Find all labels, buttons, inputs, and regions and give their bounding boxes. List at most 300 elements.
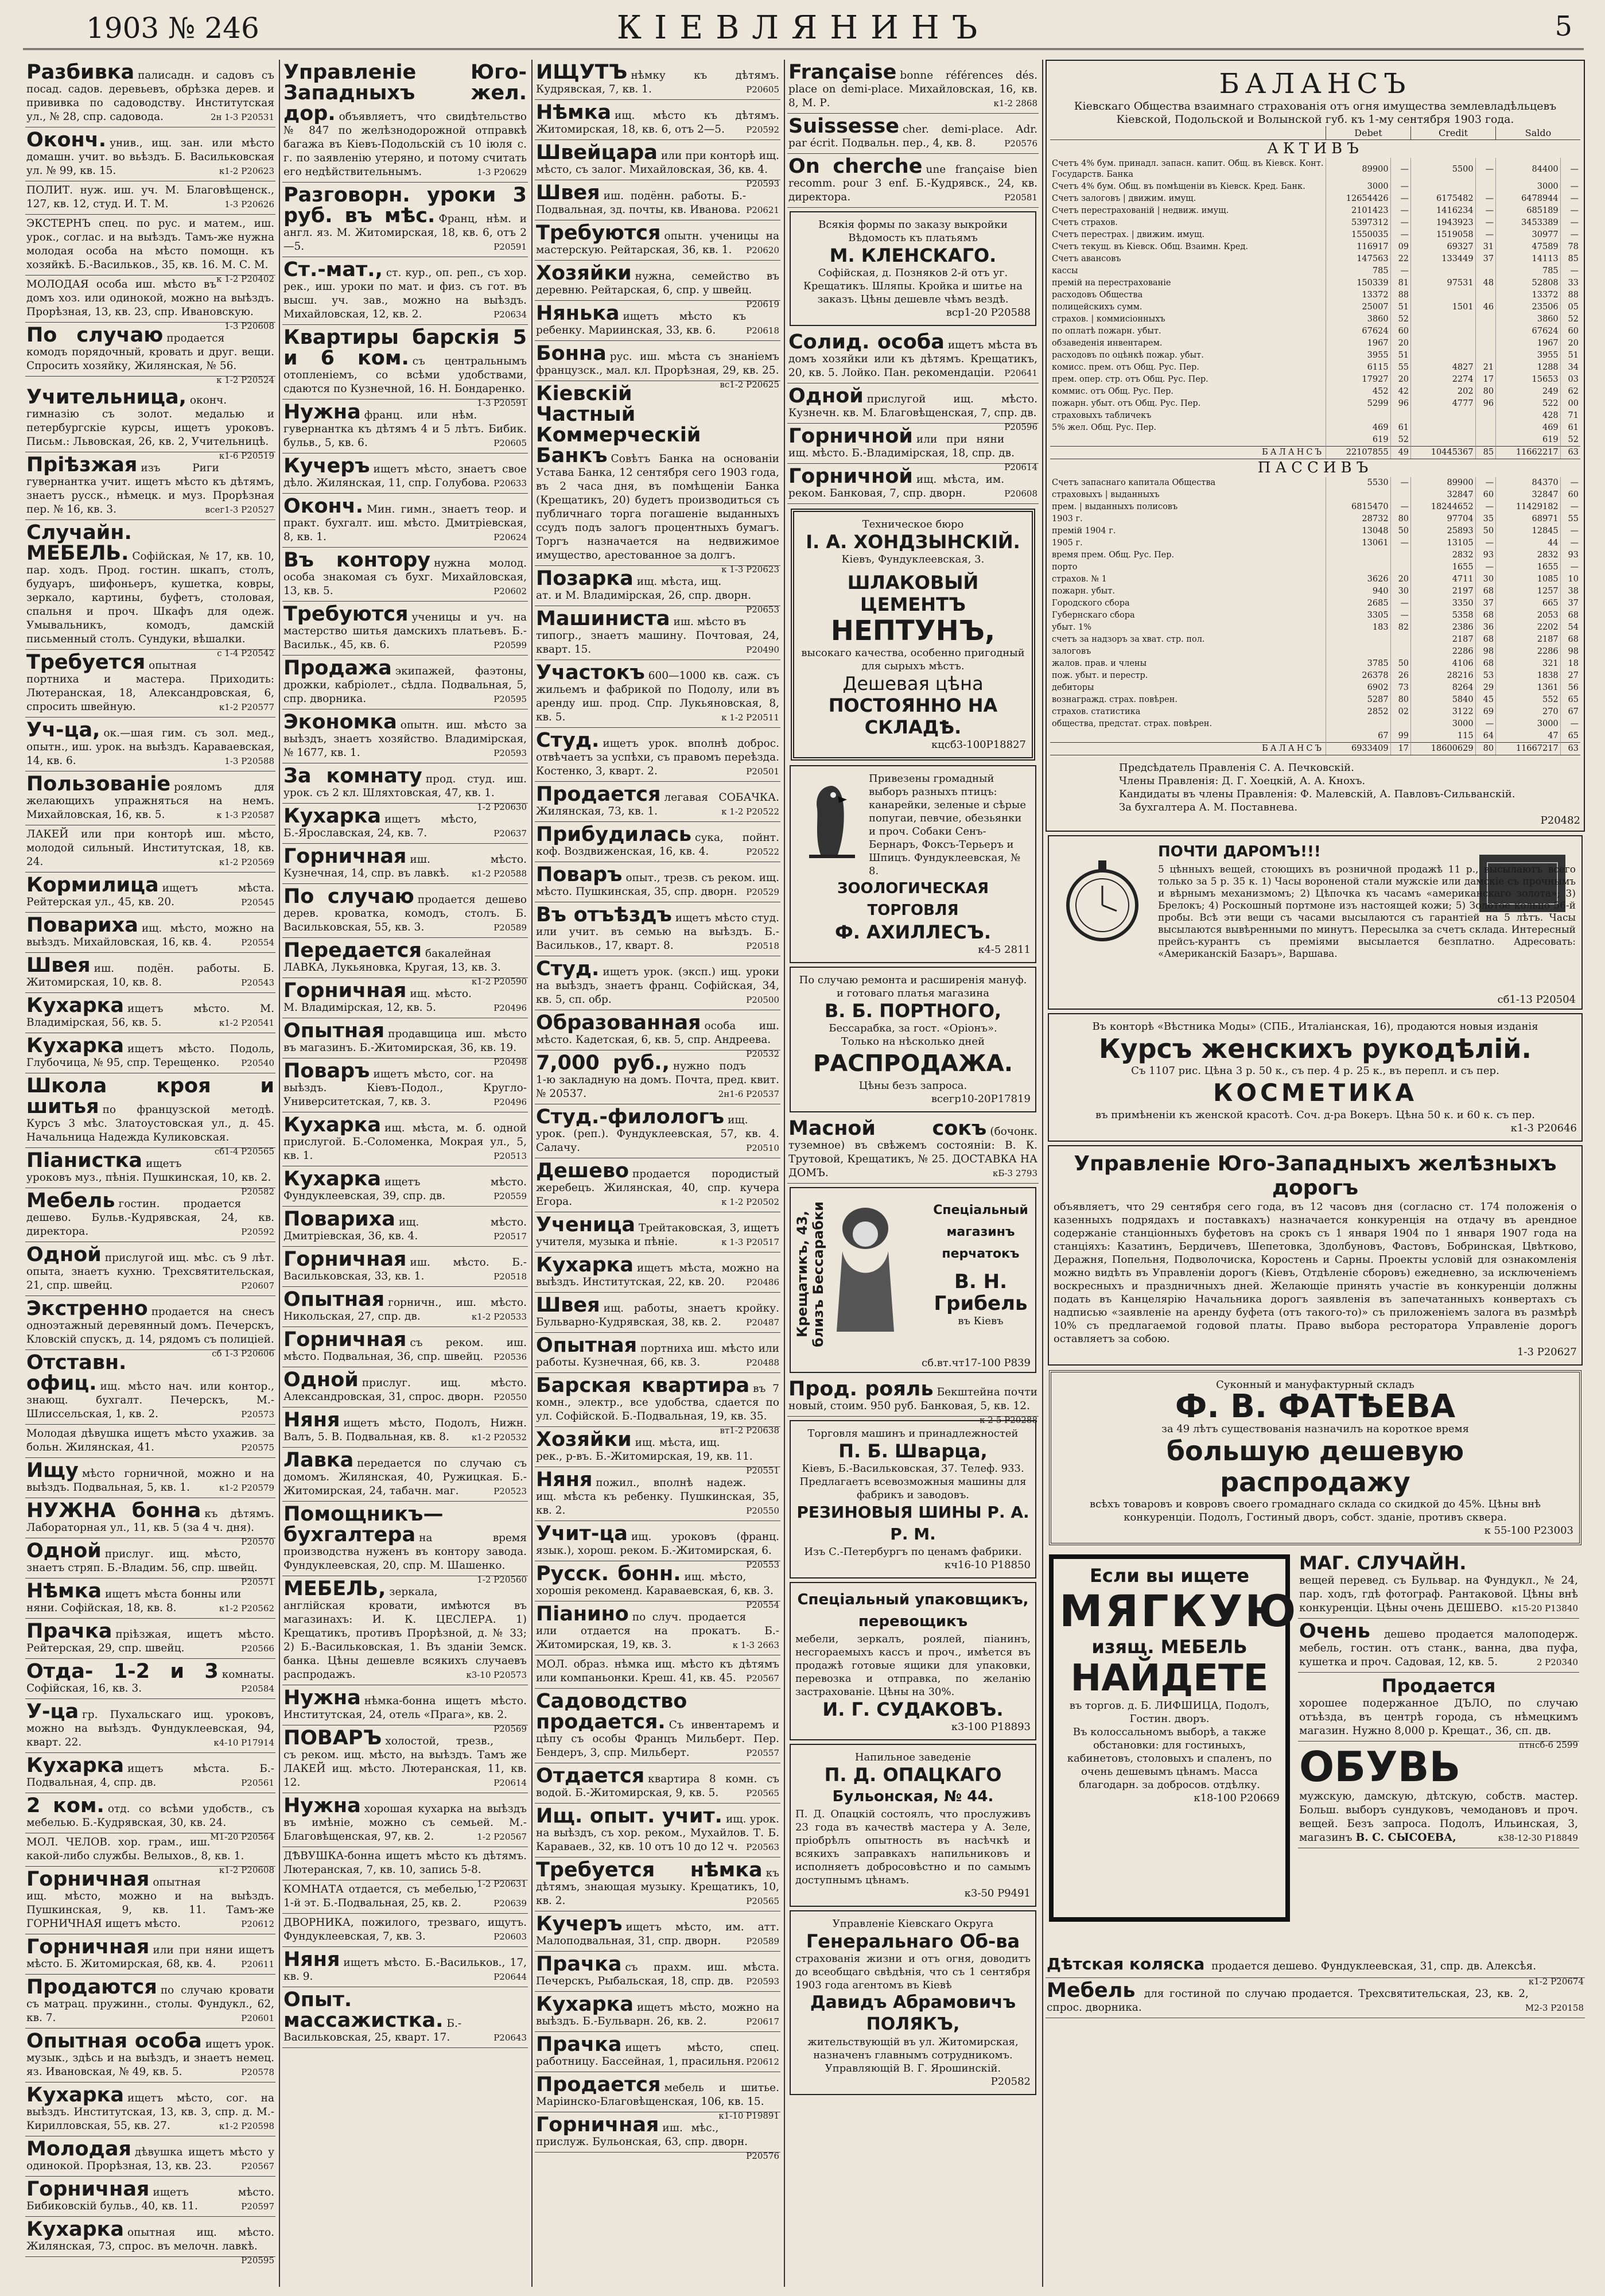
ad-text: ищ. мѣсто, хорошія рекоменд. Караваевская, 6, кв. 3. [536,1571,774,1597]
ad-code: к 1-3 Р20623 [721,564,779,575]
row-value: — [1560,205,1580,217]
ad-keyword: Нужна [283,1686,361,1709]
row-label: время прем. Общ. Рус. Пер. [1052,550,1175,560]
row-value: 56 [1560,682,1580,694]
portnoy-ad: По случаю ремонта и расширенія мануф. и готоваго платья магазина В. Б. ПОРТНОГО, Бессарабка, за гост. «Оріонъ». Только на нѣсколько дней РАСПРОДАЖА. Цѣны безъ запроса. всегр10-20Р17819 [790,967,1036,1112]
row-value: 26378 [1326,670,1390,682]
row-value: 97704 [1411,513,1476,525]
ad-code: Р20617 [746,2016,779,2027]
row-value: 69327 [1411,241,1476,253]
ad-code: к 2-5 Р20288 [980,1415,1037,1425]
ad-keyword: Повариха [283,1208,395,1231]
classified-ad [787,464,1039,504]
ochen-ad: Очень дешево продается малоподерж. мебель, гостин. отъ станк., ванна, два пуфа, кушетка и проч. Садовая, 12, кв. 5. 2 Р20340 [1298,1619,1579,1673]
watches-ad: ПОЧТИ ДАРОМЪ!!! 5 цѣнныхъ вещей, стоющихъ въ розничной продажѣ 11 р., высылаютъ всего только за 5 р. 35 к. 1) Часы вороненой стали мужскіе или дамскіе съ прочнымъ и вѣрнымъ механизмомъ; 2) Цѣпочка къ часамъ «американскаго золота»; 3) Брелокъ; 4) Роскошный портмоне изъ настоящей кожи; 5) Золотое кольцо 56-й пробы. Всѣ эти вещи съ часами высылаются съ гарантіей на 5 лѣтъ. Часы высылаются вывѣренными по минутъ. Пересылка за счетъ склада. Интересный прейсъ-курантъ съ преміями высылается безплатно. Адресовать: «Американскій Базаръ», Варшава. сб1-13 Р20504 [1048,835,1583,1010]
classified-ad [25,2136,275,2177]
ad-keyword: Швея [26,954,91,977]
row-value: 31 [1475,241,1495,253]
ad-keyword: Горничная [536,2113,659,2136]
balance-row [1050,217,1580,229]
classified-ad [25,1659,275,1699]
ad-text: продается комодъ порядочный, кровать и друг. вещи. Спросить хозяйку, Жилянская, № 56. [26,332,274,372]
kleskago-ad: Всякія формы по заказу выкройки Вѣдомость къ платьямъ М. КЛЕНСКАГО. Софійская, д. Позняков 2-й отъ уг. Крещатикъ. Шляпы. Кройка и шитье на заказъ. Цѣны дешевле чѣмъ вездѣ. вср1-20 Р20588 [790,211,1036,326]
classified-ad [535,1561,780,1610]
row-value: 52808 [1496,277,1561,289]
balance-row [1050,205,1580,217]
ad-keyword: Отда- 1-2 и 3 [26,1660,219,1683]
ad-code: Р20518 [493,1271,527,1282]
classified-ad [282,844,528,884]
classified-ad [535,606,780,660]
ad-text: съ реком. иш. мѣсто. Подвальная, 36, спр. швейц. [283,1337,527,1363]
row-value: 67624 [1326,325,1390,338]
row-value: 80 [1390,694,1410,706]
classified-ad [25,127,275,181]
row-value: 270 [1496,706,1561,718]
classified-ad [535,1655,780,1689]
ad-code: Р20596 [1004,422,1037,432]
classified-ad [535,1601,780,1655]
ad-text: прислуг. ищ. мѣсто. Александровская, 31, спрос. дворн. [283,1377,527,1403]
ad-keyword: Française [788,61,897,84]
ad-text: ищ. мѣсто. Дмитріевская, 36, кв. 4. [283,1216,527,1242]
ad-text: отд. со всѣми удобств., съ мебелью. Б.-Кудрявская, 30, кв. 24. [26,1803,274,1829]
row-value: 50 [1390,658,1410,670]
row-value: 1838 [1496,670,1561,682]
ad-keyword: У-ца [26,1700,79,1723]
row-value: 45 [1475,694,1495,706]
ad-text: 600—1000 кв. саж. съ жильемъ и фабрикой по Подолу, или въ аренду иш. прод. Спр. Лукьяновская, 8, кв. 5. [536,670,779,723]
total-value: 80 [1475,743,1495,755]
classified-ad [535,1010,780,1059]
ad-keyword: Швейцара [536,141,658,164]
classified-ad [282,1247,528,1287]
ad-text: квартира 8 комн. съ водой. Б.-Житомирская, 9, кв. 5. [536,1773,779,1799]
row-value: 11429182 [1496,501,1561,513]
row-value: 71 [1560,410,1580,422]
row-value: — [1475,229,1495,241]
balance-row [1050,386,1580,398]
ad-text: мебель и шитье. Маріинско-Благовѣщенская, 106, кв. 15. [536,2082,779,2108]
row-value: 3860 [1496,313,1561,325]
row-value: 28216 [1411,670,1476,682]
row-value: — [1560,181,1580,193]
row-value: 81 [1390,277,1410,289]
row-value: 147563 [1326,253,1390,265]
ad-code: 1-3 Р20629 [477,167,527,177]
ad-text: прислуг. ищ. мѣсто, знаетъ стряп. Б.-Владим. 56, спр. швейц. [26,1548,258,1574]
balance-row [1050,501,1580,513]
balance-row [1050,398,1580,410]
ad-keyword: Уч-ца, [26,719,100,742]
ad-keyword: Горничная [283,1248,407,1271]
classified-ad [282,1166,528,1207]
row-value [1475,181,1495,193]
row-value: — [1390,265,1410,277]
row-value: 1655 [1411,561,1476,573]
row-value: 88 [1560,289,1580,301]
row-value: — [1475,205,1495,217]
ad-keyword: Прачка [26,1620,112,1643]
row-value: 5500 [1411,158,1476,181]
classified-ad [535,1050,780,1104]
classified-ad [282,1914,528,1947]
ad-text: ищетъ мѣсто студ. или учит. въ семью на выѣздъ. Б.-Васильков., 17, кварт. 8. [536,912,779,952]
kondzynsky-ad: Техническое бюро І. А. ХОНДЗЫНСКІЙ. Кіевъ, Фундуклеевская, 3. ШЛАКОВЫЙ ЦЕМЕНТЪ НЕПТУНЪ, высокаго качества, особенно пригодный для сырыхъ мѣстъ. Дешевая цѣна ПОСТОЯННО НА СКЛАДѢ. кцсб3-100Р18827 [791,509,1035,761]
ad-keyword: Экономка [283,711,397,734]
balance-row [1050,265,1580,277]
ad-keyword: Піанистка [26,1149,143,1172]
row-value: 13105 [1411,537,1476,549]
ad-text: ищетъ урок. вполнѣ доброс. отвѣчаетъ за успѣхи, съ правомъ переѣзда. Костенко, 3, кварт. 2. [536,738,779,777]
row-value: 6115 [1326,362,1390,374]
ad-code: Р20490 [746,645,779,655]
ad-code: Р20573 [241,1409,274,1420]
classified-ad [25,1975,275,2029]
row-value: 1943923 [1411,217,1476,229]
column-1 [25,60,275,2287]
row-value: 2202 [1496,622,1561,634]
row-value: 97531 [1411,277,1476,289]
ad-keyword: Нужна [283,1794,361,1817]
row-value: 02 [1390,706,1410,718]
row-label: полицейскихъ сумм. [1052,302,1142,312]
row-value: 15653 [1496,374,1561,386]
row-label [1050,434,1326,447]
ad-keyword: Кормилица [26,874,159,897]
ad-keyword: 7,000 руб., [536,1052,670,1075]
classified-ad [787,1376,1039,1425]
row-value: 3000 [1496,718,1561,730]
balance-sheet: БАЛАНСЪ Кіевскаго Общества взаимнаго страхованія отъ огня имущества землевладѣльцевъ Кіевской, Подольской и Волынской губ. къ 1-му сентября 1903 года. Debet Credit Saldo АКТИВЪ Счетъ 4% бум. принадл. запасн. капит. Общ. въ Кіевск. Конт. Государств. Банка 89900 — 5500 — 84400 — Счетъ 4% бум. Общ. въ помѣщеніи въ Кіевск. Кред. Банк. 3000 — 3000 — Счетъ залоговъ | движим. имущ. 12654426 — 6175482 — 6478944 — Счетъ перестрахованій | недвиж. имущ. 2101423 — 1416234 — 685189 — Счетъ страхов. 5397312 — 1943923 — 3453389 — Счетъ перестрах. | движим. имущ. 1550035 — 1519058 — 30977 — Счетъ текущ. въ Кіевск. Общ. Взаимн. Кред. 116917 09 69327 31 47589 78 Счетъ авансовъ 147563 22 133449 37 14113 85 кассы 785 — 785 — премій на перестрахованіе 150339 81 97531 48 52808 33 расходовъ Общества 13372 88 13372 88 полицейскихъ сумм. 25007 51 1501 46 23506 05 страхов. | коммисіонныхъ 3860 52 3860 52 по оплатѣ пожарн. убыт. 67624 60 67624 60 обзаведенія инвентарем. 1967 20 1967 20 расходовъ по оцѣнкѣ пожар. убыт. 3955 51 3955 51 комисс. прем. отъ Общ. Рус. Пер. 6115 55 4827 21 1288 34 прем. опер. стр. отъ Общ. Рус. Пер. 17927 20 2274 17 15653 03 коммис. отъ Общ. Рус. Пер. 452 42 202 80 249 62 пожарн. убыт. отъ Общ. Рус. Пер. 5299 96 4777 96 522 00 страховыхъ табличекъ 428 71 5% жел. Общ. Рус. Пер. 469 61 469 61 619 52 619 52 БАЛАНСЪ 22107855 49 10445367 85 11662217 63 ПАССИВЪ Счетъ запаснаго капитала Общества 5530 — 89900 — 84370 — страховыхъ | выданныхъ 32847 60 32847 60 прем. | выданныхъ полисовъ 6815470 — 18244652 — 11429182 — 1903 г. 28732 80 97704 35 68971 55 премій 1904 г. 13048 50 25893 50 12845 — 1905 г. 13061 — 13105 — 44 — время прем. Общ. Рус. Пер. 2832 93 2832 93 порто 1655 — 1655 — страхов. № 1 3626 20 4711 30 1085 10 пожарн. убыт. 940 30 2197 68 1257 38 Городского сбора 2685 — 3350 37 665 37 Губернскаго сбора 3305 — 5358 68 2053 68 убыт. 1% 183 82 2386 36 2202 54 счетъ за надзоръ за хват. стр. пол. 2187 68 2187 68 залоговъ 2286 98 2286 98 жалов. прав. и члены 3785 50 4106 68 321 18 пож. убыт. и перестр. 26378 26 28216 53 1838 27 дебиторы 6902 73 8264 29 1361 56 вознагражд. страх. повѣрен. 5287 80 5840 45 552 65 страхов. статистика 2852 02 3122 69 270 67 общества, предстат. страх. повѣрен. 3000 — 3000 — 67 99 115 64 47 65 БАЛАНСЪ 6933409 17 18600629 80 11667217 63 Предсѣдатель Правленія С. А. Печковскій. Члены Правленія: Д. Г. Хоецкій, А. А. Кнохъ. Кандидаты въ члены Правленія: Ф. Малевскій, А. Павловъ-Сильванскій. За бухгалтера А. М. Поставнева. Р20482 [1046,60,1585,832]
row-label: 5% жел. Общ. Рус. Пер. [1052,423,1157,432]
row-value: 116917 [1326,241,1390,253]
row-value: 62 [1560,386,1580,398]
row-value: 28732 [1326,513,1390,525]
ad-keyword: Мебель [26,1189,115,1212]
ad-code: всег1-3 Р20527 [205,505,274,515]
row-label: расходовъ по оцѣнкѣ пожар. убыт. [1052,351,1204,360]
classified-ad [25,181,275,215]
row-value [1475,410,1495,422]
ad-text: продается породистый жеребецъ. Жилянская, 40, спр. кучера Егора. [536,1168,779,1208]
ad-code: Р20643 [493,2033,527,2043]
row-value: 469 [1496,422,1561,434]
ad-code: Р20576 [1004,138,1037,149]
row-value: 98 [1560,646,1580,658]
row-value: 84370 [1496,477,1561,489]
classified-ad [25,1578,275,1619]
classified-ad [25,771,275,825]
row-value: — [1390,181,1410,193]
ad-code: к 1-2 Р20511 [721,712,779,723]
row-value: — [1475,537,1495,549]
ad-text: ДВОРНИКА, пожилого, трезваго, ищутъ. Фундуклеевская, 7, кв. 3. [283,1917,527,1942]
total-value: 10445367 [1411,447,1476,459]
ad-code: Р20571 [241,1577,274,1587]
row-value: — [1560,537,1580,549]
ad-keyword: Образованная [536,1011,701,1034]
ad-keyword: Требуются [283,603,409,626]
ad-keyword: Кіевскій Частный Коммерческій Банкъ [536,382,701,467]
row-value [1411,338,1476,350]
ad-keyword: Барская квартира [536,1374,750,1397]
classified-ad [282,884,528,938]
row-value: 93 [1560,549,1580,561]
row-value: 65 [1560,730,1580,743]
ad-text: опытн. ученицы на мастерскую. Рейтарская, 36, кв. 1. [536,230,779,256]
ad-code: Р20550 [493,1392,527,1402]
ad-keyword: ИЩУТЪ [536,61,628,84]
ad-text: ищетъ урок. (эксп.) ищ. уроки на выѣздъ, знаетъ франц. Софійская, 34, кв. 5, сп. обр. [536,966,779,1006]
row-value: 65 [1560,694,1580,706]
ad-code: Р20653 [746,604,779,615]
total-value: 63 [1560,743,1580,755]
row-value: 51 [1390,350,1410,362]
ad-code: Р20582 [241,1186,274,1197]
row-label: Счетъ запаснаго капитала Общества [1052,478,1216,487]
column-divider [784,60,785,2287]
ad-keyword: Одной [26,1243,102,1266]
row-label: жалов. прав. и члены [1052,659,1147,668]
row-value: — [1560,477,1580,489]
ad-text: продается на снесъ одноэтажный деревянный домъ. Печерскъ, Кловскій спускъ, д. 14, рядомъ съ полиціей. [26,1306,274,1345]
row-value: 5397312 [1326,217,1390,229]
ad-text: палисадн. и садовъ съ посад. садов. деревьевъ, обрѣзка дерев. и прививка по садоводству. Институтская ул., № 28, спр. садовода. [26,69,274,123]
balance-row [1050,561,1580,573]
classified-ad [535,1763,780,1804]
row-value: — [1560,525,1580,537]
row-value: 428 [1496,410,1561,422]
classified-ad [25,913,275,953]
total-value: 49 [1390,447,1410,459]
ad-keyword: Горничная [283,1328,407,1351]
ad-code: Р20513 [493,1151,527,1161]
ad-text: ищетъ мѣсто. Подоль, Глубочица, № 95, спр. Терещенко. [26,1043,274,1069]
ad-text: франц. или нѣм. гувернантка къ дѣтямъ 4 и 5 лѣтъ. Бибик. бульв., 5, кв. 6. [283,409,527,449]
classified-ad [282,602,528,656]
classified-ad [535,261,780,309]
ad-text: въ 7 комн., электр., все удобства, сдается по ул. Софійской. Б.-Подвальная, 19, кв. 35. [536,1383,779,1422]
row-value: — [1390,217,1410,229]
row-value: 52 [1390,434,1410,447]
row-value [1411,350,1476,362]
right-small-ads [1298,1550,1579,1848]
prodaetsya-ad: Продается хорошее подержанное ДЪЛО, по случаю отъѣзда, въ центрѣ города, съ нѣмецкимъ магазин. Нужно 8,000 р. Крещат., 36, сп. дв. птнсб-6 2599 [1298,1673,1579,1742]
ad-code: Р20593 [746,1976,779,1987]
ad-text: легавая СОБАЧКА. Жилянская, 73, кв. 1. [536,792,779,817]
row-value: 940 [1326,585,1390,598]
row-label: пож. убыт. и перестр. [1052,671,1148,680]
ad-text: cher. demi-place. Adr. par écrit. Подвальн. пер., 4, кв. 8. [788,123,1037,149]
ad-keyword: Кухарка [536,1254,634,1277]
row-value: 42 [1390,386,1410,398]
classified-ad [25,1793,275,1842]
ad-code: к 1-3 2663 [732,1640,779,1650]
row-value: 60 [1560,325,1580,338]
row-value: 50 [1390,525,1410,537]
ad-keyword: По случаю [283,885,414,908]
ad-text: ищетъ мѣсто, спец. работницу. Бассейная, 1, прасильня. [536,2042,779,2068]
row-value: — [1560,158,1580,181]
row-value: 552 [1496,694,1561,706]
row-value: 52 [1560,434,1580,447]
ad-code: Р20614 [1004,462,1037,472]
row-value: 20 [1560,338,1580,350]
row-value: 619 [1496,434,1561,447]
ad-code: к1-2 Р20608 [219,1865,274,1875]
ad-text: иш. мѣсто. Кузнечная, 14, спр. въ лавкѣ. [283,854,527,879]
balance-row [1050,573,1580,585]
ad-keyword: Нужна [283,401,361,424]
ad-text: МОЛОДАЯ особа иш. мѣсто въ домъ хоз. или одинокой, можно на выѣздъ. Прорѣзная, 13, кв. 23, спр. Ивановскую. [26,278,274,318]
row-value: — [1560,265,1580,277]
ad-code: Р20619 [746,299,779,309]
ad-text: ищетъ мѣсто, им. атт. Малоподвальная, 31, спр. дворн. [536,1921,779,1947]
classified-ad [535,822,780,862]
ad-code: Р20540 [241,1058,274,1068]
ad-text: гостин. продается дешево. Бульв.-Кудрявская, 24, кв. директора. [26,1198,274,1238]
ad-code: Р20618 [746,325,779,336]
ad-text: иш. мѣсто. Б.-Васильковская, 33, кв. 1. [283,1256,527,1282]
signature-line: Члены Правленія: Д. Г. Хоецкій, А. А. Кнохъ. [1119,775,1366,787]
row-value: 05 [1560,301,1580,313]
ad-text: бакалейная ЛАВКА, Лукьяновка, Кругая, 13, кв. 3. [283,948,501,974]
ad-text: (бочонк. туземное) въ свѣжемъ состояніи: В. К. Трутовой, Крещатикъ, № 25. ДОСТАВКА НА ДОМЪ. [788,1126,1037,1179]
row-value [1475,338,1495,350]
ad-keyword: Случайн. МЕБЕЛЬ. [26,521,132,565]
row-value: 1967 [1326,338,1390,350]
row-value: 68971 [1496,513,1561,525]
ad-code: Р20529 [746,887,779,897]
row-value: 73 [1390,682,1410,694]
ad-keyword: Нѣмка [26,1580,102,1603]
balance-total-row [1050,743,1580,755]
balance-row [1050,598,1580,610]
row-value: 69 [1475,706,1495,718]
row-value: 5299 [1326,398,1390,410]
ad-keyword: За комнату [283,765,422,788]
row-value [1475,265,1495,277]
classified-ad [282,763,528,812]
ad-text: Трейтаковская, 3, ищетъ учителя, музыка и пѣніе. [536,1222,779,1248]
row-label: пожарн. убыт. отъ Общ. Рус. Пер. [1052,399,1201,408]
parrot-illustration [798,774,866,866]
row-value: 17 [1475,374,1495,386]
ad-code: к 1-2 Р20502 [721,1197,779,1207]
ad-keyword: Кухарка [283,1168,382,1190]
ad-keyword: Требуется нѣмка [536,1859,763,1882]
ad-keyword: Горничной [788,425,913,448]
ad-text: ищетъ мѣсто, знаетъ свое дѣло. Жилянская, 11, спр. Голубова. [283,463,527,489]
balance-row [1050,422,1580,434]
row-value [1326,718,1390,730]
row-value: 4711 [1411,573,1476,585]
row-value: 2852 [1326,706,1390,718]
ad-code: Р20565 [746,1788,779,1798]
ad-keyword: Опытная особа [26,2030,202,2053]
classified-ad [282,1018,528,1067]
balance-row [1050,489,1580,501]
row-label: 1903 г. [1052,514,1083,523]
ad-keyword: Молодая [26,2138,131,2161]
ad-code: к 1-2 Р20402 [216,274,274,284]
ad-text: ДѢВУШКА-бонна ищетъ мѣсто къ дѣтямъ. Лютеранская, 7, кв. 10, запись 5-8. [283,1850,527,1876]
ad-code: Р20567 [241,2161,274,2171]
row-value: 785 [1326,265,1390,277]
row-value: 29 [1475,682,1495,694]
ad-code: Р20607 [241,1281,274,1291]
row-value: 685189 [1496,205,1561,217]
row-label: кассы [1052,266,1078,276]
row-value: 53 [1475,670,1495,682]
row-value: 12845 [1496,525,1561,537]
ad-code: Р20581 [1004,192,1037,203]
bottom-ads-row [1046,1550,1585,1952]
row-value: 2386 [1411,622,1476,634]
row-value: 55 [1390,362,1410,374]
ad-keyword: Поваръ [536,863,623,886]
classified-ad [535,1911,780,1952]
classified-ad [25,1458,275,1498]
ad-code: Р20633 [493,478,527,488]
classified-ad [25,1073,275,1157]
ad-keyword: Кухарка [26,1754,125,1777]
classified-ad [25,1699,275,1753]
ad-text: по случаю кровати съ матрац. пружинн., столы. Фундукл., 62, кв. 7. [26,1984,274,2024]
column-divider [279,60,280,2287]
ad-code: с 1-4 Р20542 [217,648,274,658]
newspaper-title: КІЕВЛЯНИНЪ [616,9,990,46]
classified-ad [282,709,528,763]
ad-text: ПОЛИТ. нуж. иш. уч. М. Благовѣщенск., 127, кв. 12, студ. И. Т. М. [26,184,274,210]
ad-text: КОМНАТА отдается, съ мебелью, 1-й эт. Б.-Подвальная, 25, кв. 2. [283,1883,477,1909]
yugozap-ad: Управленіе Юго-Западныхъ желѣзныхъ дорогъ объявляетъ, что 29 сентября сего года, въ 12 часовъ дня (согласно ст. 174 положенія о казенныхъ подрядахъ и поставкахъ) назначается конкуренція на отдачу въ арендное содержаніе станціонныхъ буфетовъ на срокъ съ 1 января 1904 по 1 января 1907 года на станціяхъ: Казатинъ, Бердичевъ, Шепетовка, Здолбуновъ, Фастовъ, Бобринская, Цвѣтково, Деражня, Попельня, Подволочиска, Коростень и Сарны. Проекты условій для ознакомленія можно видѣть въ Управленіи дорогъ (Кіевъ, Отдѣленіе сборовъ) ежедневно, за исключеніемъ воскресныхъ и праздничныхъ дней. Желающіе принять участіе въ конкуренціи должны подать въ Канцелярію Начальника дорогъ заявленія въ запечатанныхъ конвертахъ съ надписью «заявленіе на аренду буфета (отъ такого-то)» съ приложеніемъ залога въ размѣрѣ 10% съ предлагаемой годовой платы. Право выбора ресторатора Управленіе дорогъ оставляетъ за собою. 1-3 Р20627 [1048,1145,1583,1366]
ad-code: к1-2 Р20541 [219,1018,274,1028]
ad-code: к1-2 Р20623 [219,166,274,176]
ad-text: ищ. уроковъ (франц. язык.), хорош. реком. Б.-Житомирская, 6. [536,1531,779,1557]
classified-ad [25,377,275,461]
row-value [1390,634,1410,646]
balance-row [1050,410,1580,422]
ad-text: по французской методѣ. Курсъ 3 мѣс. Златоустовская ул., д. 45. Начальница Надежда Куликовская. [26,1104,274,1143]
row-value: 2685 [1326,598,1390,610]
row-value: 25893 [1411,525,1476,537]
row-value [1390,561,1410,573]
ad-text: ищ. мѣста, ищ. рек., р-въ. Б.-Житомирская, 19, кв. 11. [536,1437,753,1463]
classified-ad [787,424,1039,472]
row-value: 1550035 [1326,229,1390,241]
ad-code: Р20637 [493,828,527,839]
ad-keyword: Лавка [283,1449,354,1472]
signature-line: Кандидаты въ члены Правленія: Ф. Малевскій, А. Павловъ-Сильванскій. [1119,788,1515,800]
ad-keyword: Русск. бонн. [536,1562,681,1585]
classified-ad [25,215,275,284]
ad-text: съ прахм. иш. мѣста. Печерскъ, Рыбальская, 18, спр. дв. [536,1961,779,1987]
ad-code: Р20644 [493,1972,527,1982]
ad-code: Р20603 [493,1932,527,1942]
ad-code: Р20498 [493,1057,527,1067]
row-value: 60 [1390,325,1410,338]
classified-ad [787,383,1039,432]
ad-text: ученицы и уч. на мастерство шитья дамскихъ платьевъ. Б.-Васильк., 45, кв. 6. [283,611,527,651]
section-heading: АКТИВЪ [1267,140,1363,157]
classified-ad [535,1804,780,1857]
ad-keyword: Горничная [283,845,407,868]
row-label: Счетъ залоговъ | движим. имущ. [1052,194,1196,203]
ad-code: Р20593 [493,748,527,758]
ad-keyword: Прачка [536,1953,622,1976]
